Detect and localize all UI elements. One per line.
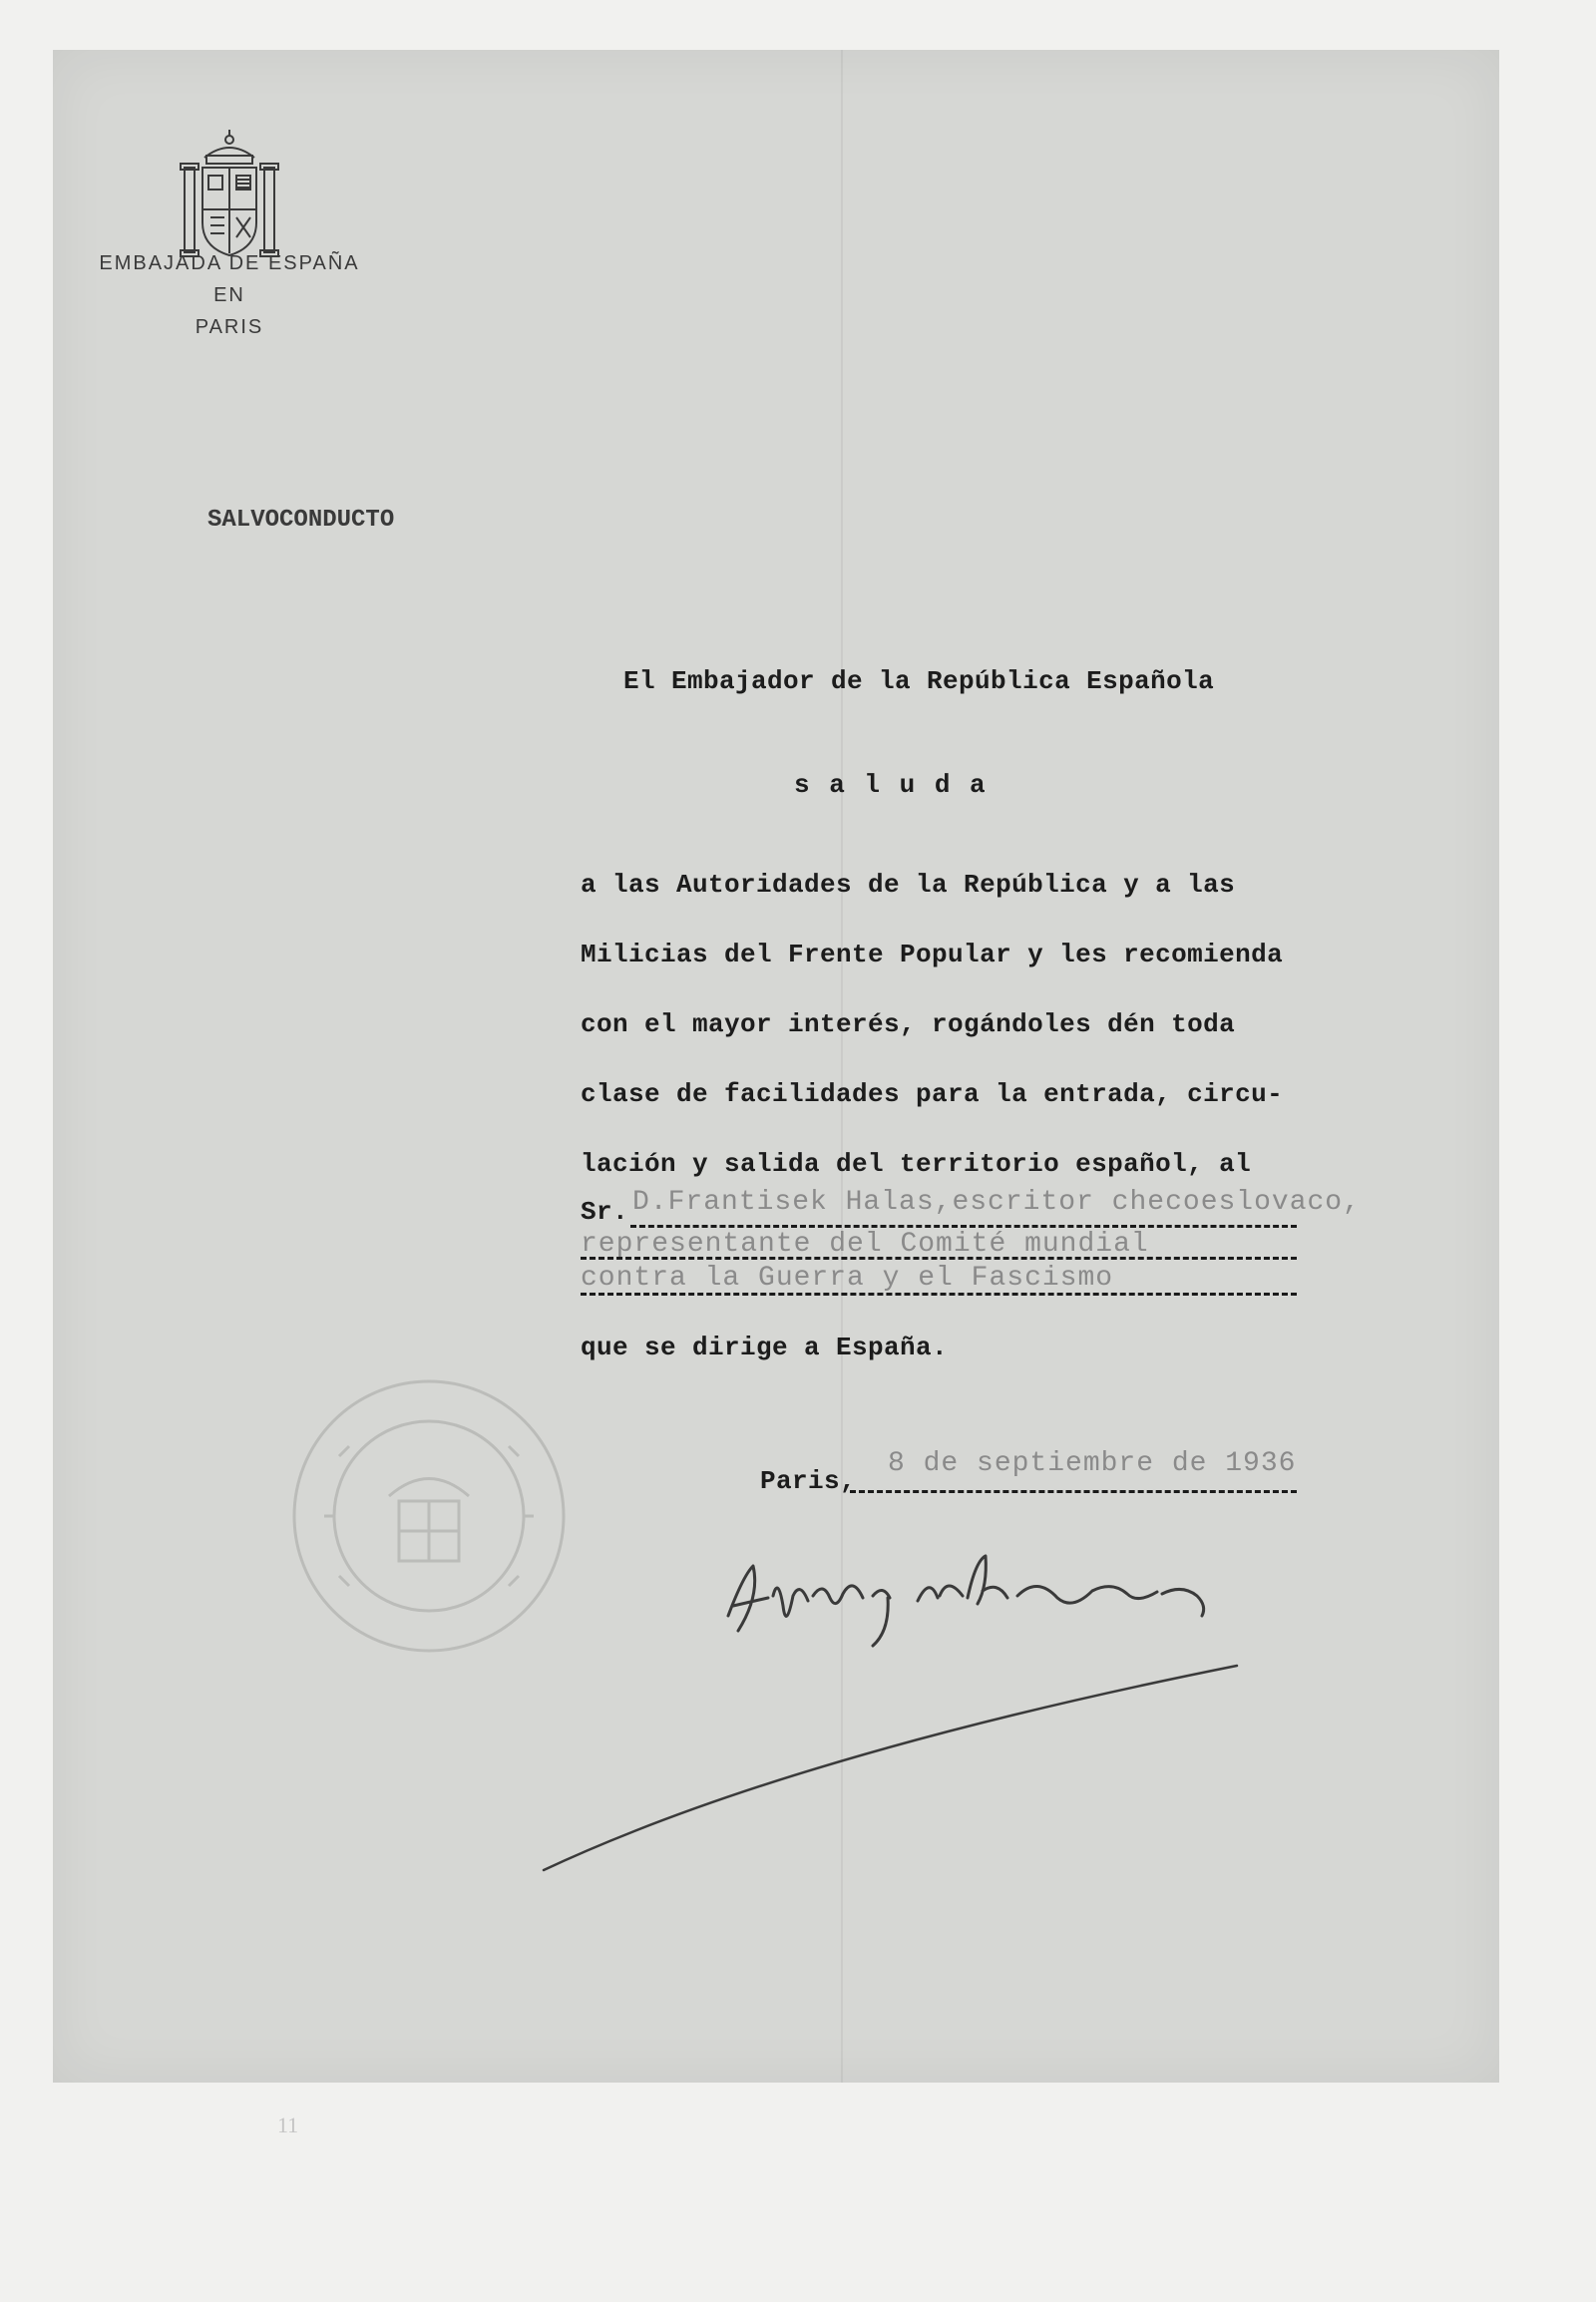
- letterhead-city: PARIS: [195, 316, 264, 338]
- greeting: s a l u d a: [794, 770, 988, 800]
- document-type: SALVOCONDUCTO: [207, 507, 395, 534]
- letterhead: [90, 247, 369, 343]
- body-line-5: lación y salida del territorio español, al: [581, 1149, 1252, 1179]
- date-rule: [850, 1490, 1297, 1493]
- fill-rule-3: [581, 1293, 1297, 1296]
- body-line-2: Milicias del Frente Popular y les recomienda: [581, 940, 1284, 969]
- bearer-line-1: D.Frantisek Halas,escritor checoeslovaco,: [632, 1187, 1361, 1218]
- closing-line: que se dirige a España.: [581, 1333, 949, 1362]
- letterhead-embassy: EMBAJADA DE ESPAÑA: [99, 252, 360, 274]
- page-mark: 11: [277, 2112, 299, 2137]
- bearer-line-2: representante del Comité mundial: [581, 1229, 1149, 1260]
- fill-rule-1: [630, 1225, 1297, 1228]
- body-line-4: clase de facilidades para la entrada, circu-: [581, 1079, 1284, 1109]
- place: Paris,: [760, 1466, 857, 1496]
- body-line-3: con el mayor interés, rogándoles dén toda: [581, 1009, 1236, 1039]
- fill-rule-2: [581, 1257, 1297, 1260]
- body-line-1: a las Autoridades de la República y a las: [581, 870, 1236, 900]
- date: 8 de septiembre de 1936: [888, 1448, 1297, 1479]
- document-heading: El Embajador de la República Española: [623, 666, 1215, 696]
- signature: [539, 1536, 1396, 1895]
- bearer-prefix: Sr.: [581, 1197, 629, 1227]
- embassy-stamp-icon: [279, 1366, 579, 1666]
- letterhead-en: EN: [213, 284, 245, 306]
- bearer-line-3: contra la Guerra y el Fascismo: [581, 1263, 1114, 1294]
